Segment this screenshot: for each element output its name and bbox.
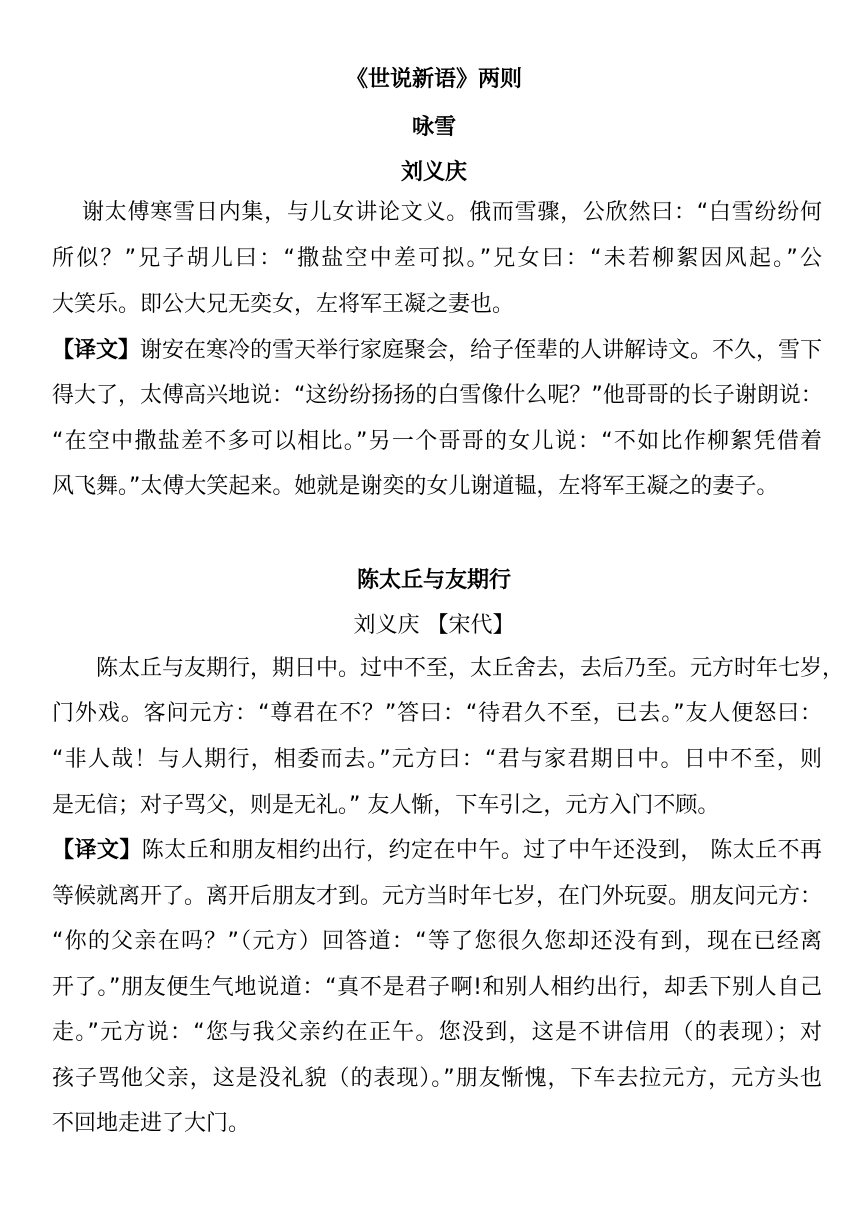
section2-translation-line-2: 等候就离开了。离开后朋友才到。元方当时年七岁，在门外玩耍。朋友问元方： (52, 884, 823, 909)
section1-translation-line-3: “在空中撒盐差不多可以相比。”另一个哥哥的女儿说：“不如比作柳絮凭借着 (52, 429, 822, 454)
section2-original-line-2: 门外戏。客问元方：“尊君在不？”答曰：“待君久不至，已去。”友人便怒曰： (52, 701, 822, 726)
section2-author-line: 刘义庆 【宋代】 (353, 613, 515, 638)
section2-translation-line-7: 不回地走进了大门。 (52, 1111, 251, 1136)
section1-translation-line-1 (52, 336, 822, 366)
section1-translation-line-4: 风飞舞。”太傅大笑起来。她就是谢奕的女儿谢道韫，左将军王凝之的妻子。 (52, 474, 779, 499)
section1-translation-line-2: 得大了，太傅高兴地说：“这纷纷扬扬的白雪像什么呢？”他哥哥的长子谢朗说： (52, 383, 823, 408)
document-title: 《世说新语》两则 (345, 67, 522, 92)
section2-translation-text-1: 陈太丘和朋友相约出行，约定在中午。过了中午还没到， 陈太丘不再 (141, 838, 822, 863)
section2-original-line-4: 是无信；对子骂父，则是无礼。” 友人惭，下车引之，元方入门不顾。 (52, 793, 720, 818)
section1-original-line-2: 所似？”兄子胡儿曰：“撒盐空中差可拟。”兄女曰：“未若柳絮因风起。”公 (52, 246, 822, 271)
section2-translation-line-4: 开了。”朋友便生气地说道：“真不是君子啊!和别人相约出行，却丢下别人自己 (52, 975, 822, 1000)
section2-translation-line-1 (52, 836, 822, 866)
section2-translation-tag: 【译文】 (52, 838, 142, 863)
section1-translation-text-1: 谢安在寒冷的雪天举行家庭聚会，给子侄辈的人讲解诗文。不久，雪下 (140, 338, 823, 363)
section2-translation-line-6: 孩子骂他父亲，这是没礼貌（的表现）。”朋友惭愧，下车去拉元方，元方头也 (52, 1066, 822, 1091)
section1-author: 刘义庆 (400, 160, 467, 185)
section1-title: 咏雪 (411, 115, 456, 140)
section2-original-line-3: “非人哉！与人期行，相委而去。”元方曰：“君与家君期日中。日中不至，则 (52, 747, 822, 772)
section2-title: 陈太丘与友期行 (356, 568, 511, 593)
section2-translation-line-5: 走。”元方说：“您与我父亲约在正午。您没到，这是不讲信用（的表现）；对 (52, 1020, 822, 1045)
section1-original-line-1: 谢太傅寒雪日内集，与儿女讲论文义。俄而雪骤，公欣然曰：“白雪纷纷何 (82, 200, 822, 225)
section1-translation-tag: 【译文】 (52, 338, 141, 363)
section1-original-line-3: 大笑乐。即公大兄无奕女，左将军王凝之妻也。 (52, 292, 515, 317)
section2-original-line-1: 陈太丘与友期行，期日中。过中不至，太丘舍去，去后乃至。元方时年七岁， (96, 656, 845, 681)
section2-translation-line-3: “你的父亲在吗？”（元方）回答道：“等了您很久您却还没有到，现在已经离 (52, 929, 822, 954)
